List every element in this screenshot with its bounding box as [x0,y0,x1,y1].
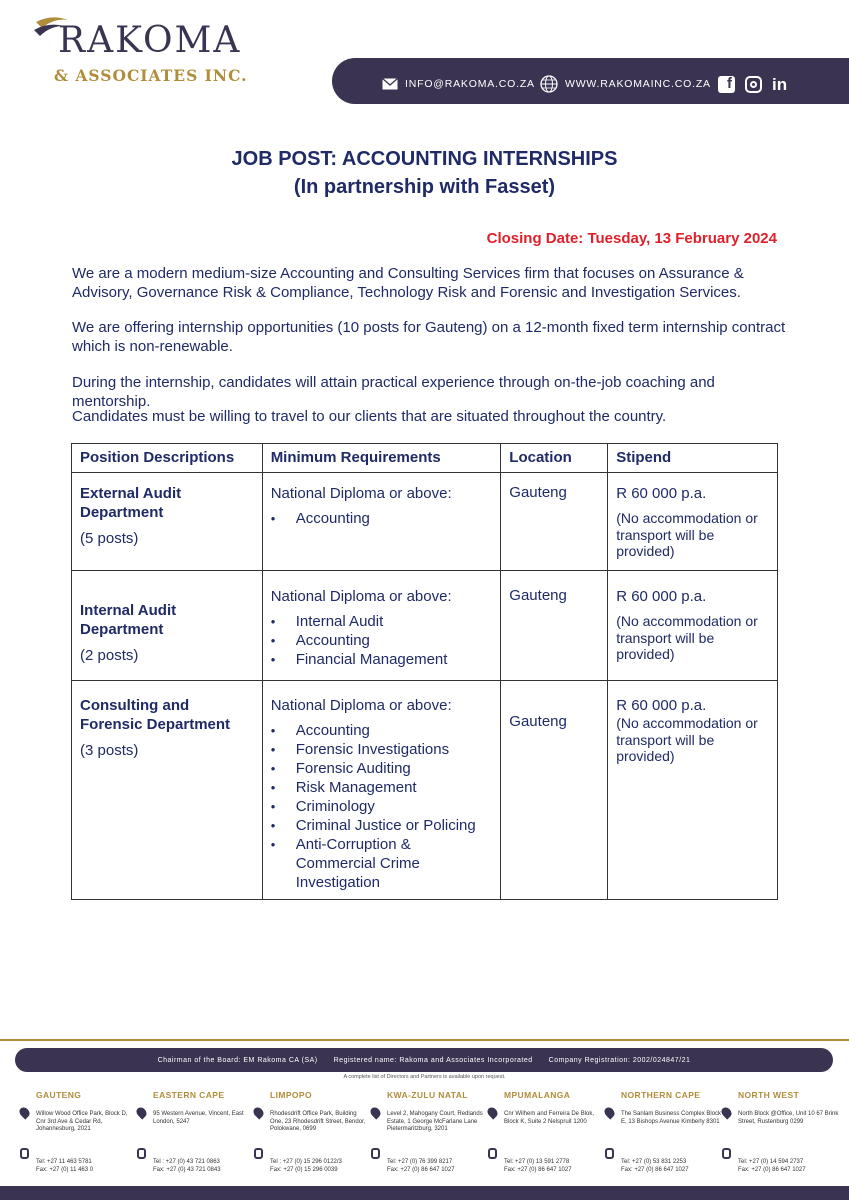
stipend-cell [608,681,778,900]
offer-paragraph: We are offering internship opportunities (10 posts for Gauteng) on a 12-month fixed term internship contract which is non-renewable. [72,319,786,355]
footer-info-bar [15,1048,833,1072]
office-fax: Fax: +27 (0) 86 647 1027 [621,1166,689,1173]
department-name: External Audit Department [80,485,182,521]
phone-icon [20,1148,29,1159]
office-fax: Fax: +27 (0) 86 647 1027 [504,1166,572,1173]
facebook-icon[interactable] [718,76,735,93]
stipend-value: R 60 000 p.a. [616,485,707,502]
office-name: MPUMALANGA [504,1090,571,1100]
office-item [371,1090,488,1174]
office-name: NORTH WEST [738,1090,800,1100]
office-tel: Tel: +27 11 463 5781 [36,1159,92,1165]
requirement-list [271,612,493,669]
office-address: Cnr Wilhem and Ferreira De Blok, Block K, Suite 2 Nelspruit 1200 [504,1111,595,1125]
intro-paragraph: We are a modern medium-size Accounting and Consulting Services firm that focuses on Assurance & Advisory, Governance Risk & Compliance, Technology Risk and Forensic and Investigation Services. [72,265,744,301]
location-cell [501,473,608,571]
posts-count: (2 posts) [80,647,139,664]
requirement-heading: National Diploma or above: [270,697,452,714]
email-contact[interactable] [382,73,535,95]
requirements-cell [262,473,501,571]
location-cell [501,571,608,681]
footer-divider [0,1039,849,1041]
phone-icon [371,1148,380,1159]
column-header: Location [501,444,608,473]
stipend-cell [608,571,778,681]
office-tel: Tel : +27 (0) 15 296 0122/3 [270,1159,342,1165]
location-pin-icon [17,1105,31,1119]
logo-subtitle: & ASSOCIATES INC. [54,66,248,85]
office-fax: Fax: +27 (0) 43 721 0843 [153,1166,221,1173]
posts-count: (3 posts) [80,742,139,759]
office-item [722,1090,839,1174]
office-fax: Fax: +27 (0) 15 296 0039 [270,1166,338,1173]
office-name: GAUTENG [36,1090,82,1100]
list-item: • Risk Management [271,778,493,797]
registered-name-text: Registered name: Rakoma and Associates Incorporated [333,1056,533,1064]
table-row [72,681,778,900]
stipend-note: (No accommodation or transport will be provided) [616,613,758,662]
list-item: • Anti-Corruption & Commercial Crime Investigation [271,835,493,892]
location-pin-icon [251,1105,265,1119]
list-item: • Accounting [271,509,493,528]
phone-icon [137,1148,146,1159]
office-item [605,1090,722,1174]
office-name: NORTHERN CAPE [621,1090,701,1100]
phone-icon [488,1148,497,1159]
chairman-text: Chairman of the Board: EM Rakoma CA (SA) [157,1056,318,1064]
experience-paragraph: During the internship, candidates will attain practical experience through on-the-job coaching and mentorship. [72,374,715,410]
closing-date: Closing Date: Tuesday, 13 February 2024 [486,230,777,247]
phone-icon [254,1148,263,1159]
envelope-icon [382,78,398,90]
instagram-icon[interactable] [745,76,762,93]
office-item [137,1090,254,1174]
office-tel: Tel : +27 (0) 43 721 0863 [153,1159,220,1165]
page-subtitle: (In partnership with Fasset) [293,176,556,198]
list-item: • Accounting [271,721,493,740]
list-item: • Accounting [271,631,493,650]
stipend-note: (No accommodation or transport will be provided) [616,715,758,764]
stipend-value: R 60 000 p.a. [616,588,707,605]
position-cell [72,571,263,681]
office-fax: Fax: +27 (0) 86 647 1027 [387,1166,455,1173]
office-address: Willow Wood Office Park, Block D, Cnr 3rd Ave & Cedar Rd, Johannesburg, 2021 [36,1111,128,1132]
office-fax: Fax: +27 (0) 11 463 0 [36,1166,94,1173]
office-address: The Sanlam Business Complex Block E, 13 Bishops Avenue Kimberly 8301 [621,1111,722,1125]
office-item [488,1090,605,1174]
office-tel: Tel: +27 (0) 53 831 2253 [621,1159,687,1165]
office-address: Rhodesdrift Office Park, Building One, 23 Rhodesdrift Street, Bendor, Polokwane, 0699 [270,1111,366,1132]
stipend-value: R 60 000 p.a. [616,697,707,714]
globe-icon [540,75,558,93]
requirement-list [271,721,493,892]
table-row [72,473,778,571]
website-contact[interactable] [540,73,711,95]
requirement-heading: National Diploma or above: [270,588,452,605]
position-cell [72,681,263,900]
location-pin-icon [719,1105,733,1119]
stipend-cell [608,473,778,571]
website-text: WWW.RAKOMAINC.CO.ZA [565,78,711,90]
office-tel: Tel: +27 (0) 76 399 8217 [387,1159,453,1165]
page-title: JOB POST: ACCOUNTING INTERNSHIPS [231,148,618,170]
list-item: • Financial Management [271,650,493,669]
page-header [0,0,849,110]
position-cell [72,473,263,571]
list-item: • Forensic Investigations [271,740,493,759]
table-header-row [72,444,778,473]
office-name: EASTERN CAPE [153,1090,225,1100]
phone-icon [722,1148,731,1159]
bottom-bar [0,1186,849,1200]
column-header: Stipend [608,444,778,473]
location-pin-icon [602,1105,616,1119]
stipend-note: (No accommodation or transport will be provided) [616,510,758,559]
location-value: Gauteng [509,587,567,604]
office-fax: Fax: +27 (0) 86 647 1027 [738,1166,806,1173]
list-item: • Internal Audit [271,612,493,631]
office-address: 95 Western Avenue, Vincent, East London, 5247 [153,1111,244,1125]
office-item [254,1090,371,1174]
requirement-list [271,509,493,528]
linkedin-icon[interactable]: in [772,75,788,94]
location-pin-icon [368,1105,382,1119]
requirements-cell [262,681,501,900]
location-pin-icon [485,1105,499,1119]
registration-text: Company Registration: 2002/024847/21 [548,1056,691,1064]
department-name: Internal Audit Department [80,602,177,638]
table-row [72,571,778,681]
positions-table [71,443,778,900]
email-text: INFO@RAKOMA.CO.ZA [405,78,535,90]
office-name: LIMPOPO [270,1090,312,1100]
list-item: • Forensic Auditing [271,759,493,778]
column-header: Minimum Requirements [262,444,501,473]
list-item: • Criminology [271,797,493,816]
posts-count: (5 posts) [80,530,139,547]
office-address: Level 2, Mahogany Court, Redlands Estate, 1 George McFarlane Lane Pietermaritzburg, 3201 [387,1111,483,1132]
column-header: Position Descriptions [72,444,263,473]
requirements-cell [262,571,501,681]
phone-icon [605,1148,614,1159]
office-address: North Block @Office, Unit 10 67 Brink Street, Rustenburg 0299 [738,1111,839,1125]
office-list [20,1090,840,1174]
location-pin-icon [134,1105,148,1119]
location-cell [501,681,608,900]
logo-name: RAKOMA [58,20,242,61]
office-name: KWA-ZULU NATAL [387,1090,468,1100]
office-tel: Tel: +27 (0) 14 594 2737 [738,1159,804,1165]
location-value: Gauteng [509,713,567,730]
requirement-heading: National Diploma or above: [270,485,452,502]
office-item [20,1090,137,1174]
department-name: Consulting and Forensic Department [80,697,231,733]
office-tel: Tel: +27 (0) 13 591 2778 [504,1159,570,1165]
social-links [718,76,787,93]
location-value: Gauteng [509,484,567,501]
travel-paragraph: Candidates must be willing to travel to our clients that are situated throughout the country. [72,408,667,425]
list-item: • Criminal Justice or Policing [271,816,493,835]
directors-note: A complete list of Directors and Partners is available upon request. [343,1074,506,1080]
